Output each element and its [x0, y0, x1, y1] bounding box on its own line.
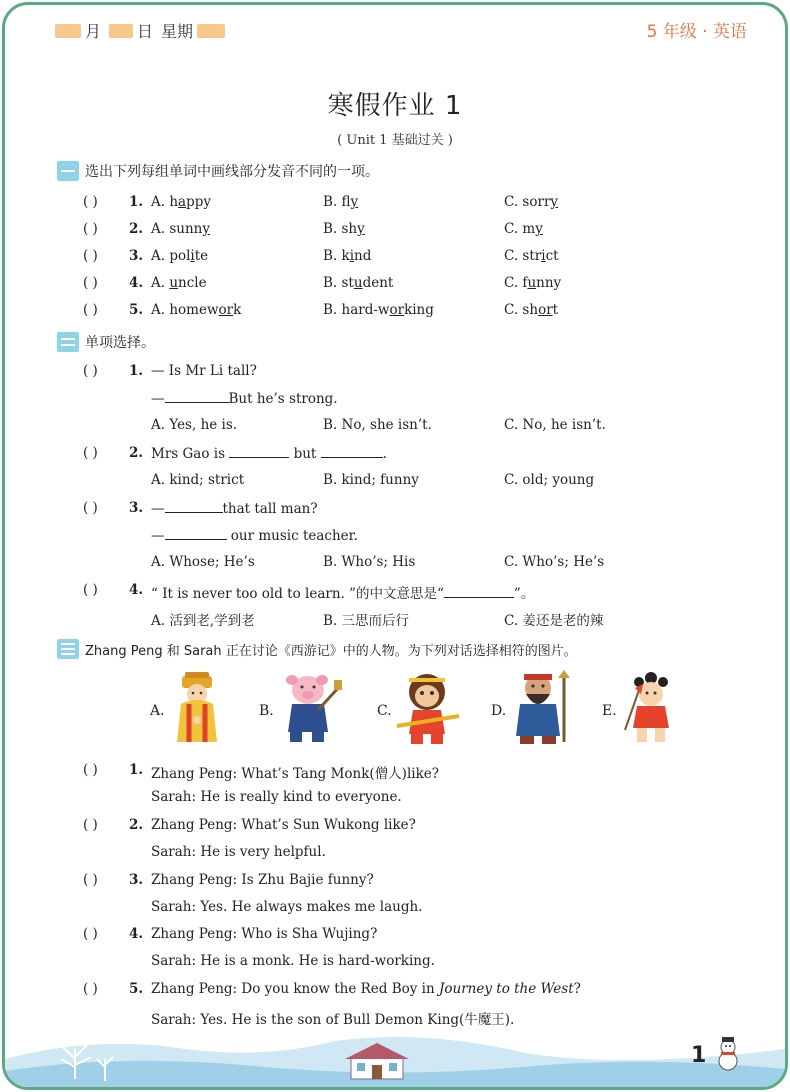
question-number: 4.: [129, 582, 144, 598]
section-1-title: 选出下列每组单词中画线部分发音不同的一项。: [85, 164, 379, 180]
question-stem: — Is Mr Li tall?: [151, 363, 257, 379]
zhu-bajie-image: [278, 670, 344, 746]
question-line: — our music teacher.: [151, 528, 358, 544]
option-b: B. Who’s; His: [323, 554, 416, 570]
question-number: 1.: [129, 363, 144, 379]
question-number: 4.: [129, 275, 144, 291]
question-number: 1.: [129, 762, 144, 778]
option-b: B. No, she isn’t.: [323, 417, 432, 433]
question-number: 3.: [129, 500, 144, 516]
answer-bracket[interactable]: ( ): [83, 248, 98, 264]
page-title: 寒假作业 1: [327, 91, 463, 121]
question-number: 2.: [129, 817, 144, 833]
section-2-badge-icon: [57, 332, 79, 352]
dialog-question: Zhang Peng: What’s Tang Monk(僧人)like?: [151, 766, 439, 782]
question-stem: Mrs Gao is but .: [151, 446, 387, 462]
dialog-answer: Sarah: He is a monk. He is hard-working.: [151, 953, 435, 969]
fill-blank[interactable]: [321, 445, 383, 458]
worksheet-page: [2, 2, 788, 1090]
answer-bracket[interactable]: ( ): [83, 221, 98, 237]
option-b: B. kind: [323, 248, 372, 264]
weekday-label: 星期: [161, 22, 194, 41]
option-b: B. kind; funny: [323, 472, 419, 488]
fill-blank[interactable]: [165, 500, 223, 513]
sun-wukong-image: [395, 670, 461, 746]
answer-bracket[interactable]: ( ): [83, 500, 98, 516]
option-a: A. polite: [151, 248, 209, 264]
dialog-question: Zhang Peng: Do you know the Red Boy in Journey to the West?: [151, 981, 581, 997]
option-a: A. Whose; He’s: [151, 554, 255, 570]
section-3-title: Zhang Peng 和 Sarah 正在讨论《西游记》中的人物。为下列对话选择相符的图片。: [85, 643, 577, 659]
answer-bracket[interactable]: ( ): [83, 445, 98, 461]
snowman-icon: [713, 1037, 743, 1071]
option-a: A. 活到老,学到老: [151, 613, 255, 629]
option-c: C. sorry: [504, 194, 559, 210]
answer-bracket[interactable]: ( ): [83, 275, 98, 291]
dialog-question: Zhang Peng: Is Zhu Bajie funny?: [151, 872, 374, 888]
question-number: 3.: [129, 248, 144, 264]
fill-blank[interactable]: [165, 527, 227, 540]
dialog-question: Zhang Peng: Who is Sha Wujing?: [151, 926, 378, 942]
option-c: C. old; young: [504, 472, 595, 488]
day-blank[interactable]: [109, 24, 133, 38]
section-3-heading: [57, 639, 577, 659]
answer-bracket[interactable]: ( ): [83, 194, 98, 210]
fill-blank[interactable]: [165, 390, 229, 403]
fill-blank[interactable]: [444, 585, 514, 598]
section-1-heading: [57, 161, 379, 181]
option-c: C. No, he isn’t.: [504, 417, 606, 433]
month-label: 月: [85, 22, 102, 41]
option-b: B. student: [323, 275, 394, 291]
fill-blank[interactable]: [229, 445, 289, 458]
answer-bracket[interactable]: ( ): [83, 762, 98, 778]
answer-bracket[interactable]: ( ): [83, 363, 98, 379]
dialog-answer: Sarah: Yes. He is the son of Bull Demon King(牛魔王).: [151, 1012, 515, 1028]
weekday-blank[interactable]: [197, 24, 225, 38]
question-number: 2.: [129, 221, 144, 237]
section-2-heading: [57, 332, 155, 352]
picture-label-c: C.: [377, 703, 392, 719]
dialog-answer: Sarah: He is very helpful.: [151, 844, 326, 860]
question-number: 5.: [129, 302, 144, 318]
option-b: B. hard-working: [323, 302, 434, 318]
question-number: 5.: [129, 981, 144, 997]
picture-label-a: A.: [150, 703, 165, 719]
date-header: [55, 19, 225, 42]
answer-bracket[interactable]: ( ): [83, 872, 98, 888]
option-a: A. Yes, he is.: [151, 417, 238, 433]
option-c: C. funny: [504, 275, 562, 291]
answer-bracket[interactable]: ( ): [83, 582, 98, 598]
tang-monk-image: [173, 670, 221, 746]
question-line: — But he’s strong.: [151, 391, 338, 407]
grade-subject-label: 5 年级 · 英语: [646, 22, 747, 42]
option-a: A. kind; strict: [151, 472, 245, 488]
option-a: A. happy: [151, 194, 212, 210]
option-c: C. strict: [504, 248, 559, 264]
picture-label-b: B.: [259, 703, 274, 719]
dialog-question: Zhang Peng: What’s Sun Wukong like?: [151, 817, 416, 833]
answer-bracket[interactable]: ( ): [83, 302, 98, 318]
question-number: 4.: [129, 926, 144, 942]
dialog-answer: Sarah: He is really kind to everyone.: [151, 789, 402, 805]
option-c: C. Who’s; He’s: [504, 554, 605, 570]
question-number: 2.: [129, 445, 144, 461]
option-b: B. fly: [323, 194, 359, 210]
option-a: A. homework: [151, 302, 242, 318]
option-c: C. my: [504, 221, 543, 237]
answer-bracket[interactable]: ( ): [83, 981, 98, 997]
question-stem: — that tall man?: [151, 501, 318, 517]
answer-bracket[interactable]: ( ): [83, 926, 98, 942]
picture-label-e: E.: [602, 703, 617, 719]
red-boy-image: [621, 670, 683, 746]
page-subtitle: ( Unit 1 基础过关 ): [337, 133, 453, 148]
question-stem: “ It is never too old to learn. ”的中文意思是“ ”。: [151, 586, 535, 602]
question-number: 1.: [129, 194, 144, 210]
option-c: C. 姜还是老的辣: [504, 613, 604, 629]
dialog-answer: Sarah: Yes. He always makes me laugh.: [151, 899, 423, 915]
section-1-badge-icon: [57, 161, 79, 181]
page-number: 1: [691, 1043, 707, 1068]
question-number: 3.: [129, 872, 144, 888]
option-b: B. 三思而后行: [323, 613, 410, 629]
winter-landscape-decoration: [5, 1019, 785, 1087]
answer-bracket[interactable]: ( ): [83, 817, 98, 833]
month-blank[interactable]: [55, 24, 81, 38]
option-c: C. short: [504, 302, 559, 318]
sha-wujing-image: [510, 670, 576, 746]
section-2-title: 单项选择。: [85, 335, 155, 351]
day-label: 日: [137, 22, 154, 41]
option-b: B. shy: [323, 221, 365, 237]
option-a: A. sunny: [151, 221, 210, 237]
picture-label-d: D.: [491, 703, 507, 719]
section-3-badge-icon: [57, 639, 79, 659]
option-a: A. uncle: [151, 275, 207, 291]
